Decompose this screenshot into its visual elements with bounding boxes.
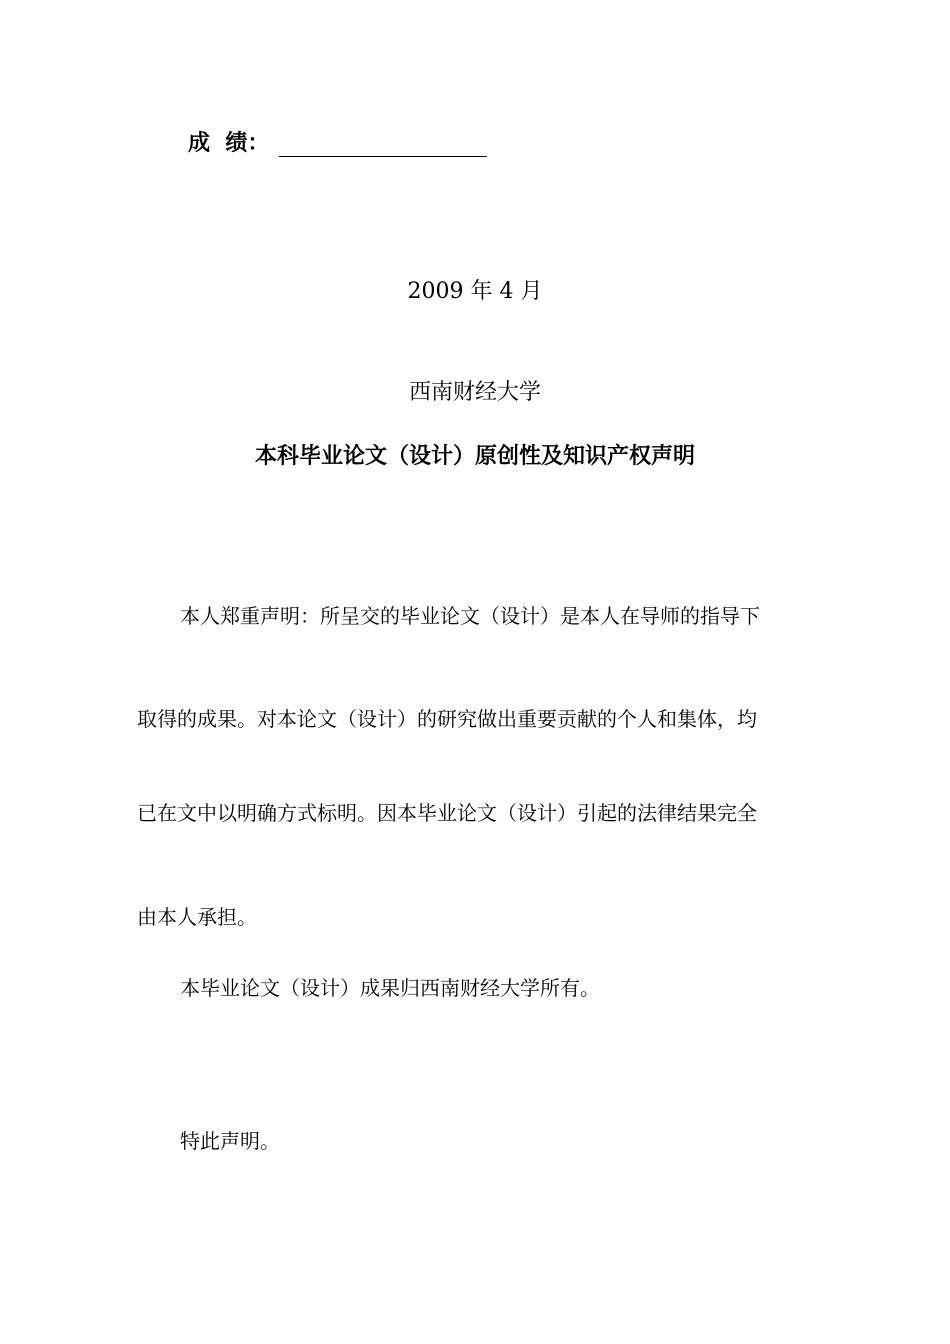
grade-row xyxy=(188,126,487,157)
grade-label: 成 绩： xyxy=(188,130,270,156)
closing-statement: 特此声明。 xyxy=(180,1129,280,1153)
declaration-line-3: 已在文中以明确方式标明。因本毕业论文（设计）引起的法律结果完全 xyxy=(137,801,757,825)
declaration-line-1: 本人郑重声明：所呈交的毕业论文（设计）是本人在导师的指导下 xyxy=(180,604,760,628)
ownership-statement: 本毕业论文（设计）成果归西南财经大学所有。 xyxy=(180,976,600,1000)
date-line: 2009 年 4 月 xyxy=(407,279,543,304)
declaration-line-2: 取得的成果。对本论文（设计）的研究做出重要贡献的个人和集体，均 xyxy=(137,707,757,731)
declaration-title: 本科毕业论文（设计）原创性及知识产权声明 xyxy=(254,444,695,469)
declaration-line-4: 由本人承担。 xyxy=(137,905,257,929)
grade-blank-line xyxy=(279,134,487,157)
university-name: 西南财经大学 xyxy=(408,380,541,405)
